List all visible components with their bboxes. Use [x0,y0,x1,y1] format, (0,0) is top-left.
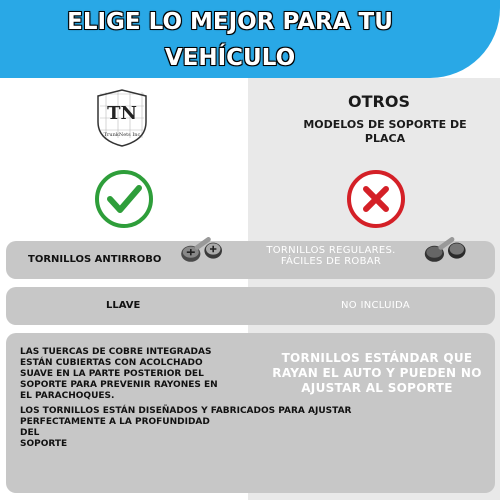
otros-subtitle-line-2: PLACA [364,132,406,145]
row-fit-left-line: ESTÁN CUBIERTAS CON ACOLCHADO [20,358,203,368]
row-fit-right-line: RAYAN EL AUTO Y PUEDEN NO [272,366,482,380]
row-fit-left-line: PERFECTAMENTE A LA PROFUNDIDAD [20,417,210,427]
row-fit-left-line: SOPORTE PARA PREVENIR RAYONES EN [20,380,218,390]
check-circle-icon [93,168,155,230]
comparison-row-screws [6,241,495,279]
otros-subtitle-line-1: MODELOS DE SOPORTE DE [303,118,467,131]
title-line-2: VEHÍCULO [164,45,296,71]
logo-subtext: TrunkNets Inc [103,132,141,138]
row-screws-right [256,245,406,267]
screw-icon [172,233,232,265]
row-fit-left-line: EL PARACHOQUES. [20,391,115,401]
header-banner [0,0,500,78]
trunknets-logo [92,88,152,150]
row-fit-left-line: DEL [20,428,40,438]
comparison-row-key [6,287,495,325]
title-line-1: ELIGE LO MEJOR PARA TU [67,9,393,35]
row-fit-left-line: SUAVE EN LA PARTE POSTERIOR DEL [20,369,204,379]
row-fit-left-line: LAS TUERCAS DE COBRE INTEGRADAS [20,347,212,357]
otros-title: OTROS [348,92,410,111]
row-fit-right-line: TORNILLOS ESTÁNDAR QUE [281,351,473,365]
screw-icon [414,233,474,265]
row-fit-right [262,351,492,396]
row-key-left: LLAVE [106,300,141,311]
row-fit-right-line: AJUSTAR AL SOPORTE [301,381,453,395]
row-screws-right-line-2: FÁCILES DE ROBAR [280,256,382,267]
comparison-row-fit [6,333,495,493]
logo-text: TN [107,103,137,124]
row-fit-left-line: LOS TORNILLOS ESTÁN DISEÑADOS Y FABRICADOS PARA AJUSTAR [20,406,352,416]
row-key-right: NO INCLUIDA [341,300,410,311]
row-screws-left: TORNILLOS ANTIRROBO [28,254,162,265]
row-fit-left-line: SOPORTE [20,439,68,449]
row-screws-right-line-1: TORNILLOS REGULARES. [266,245,396,256]
page-title [0,4,460,76]
otros-subtitle [270,118,500,146]
cross-circle-icon [345,168,407,230]
